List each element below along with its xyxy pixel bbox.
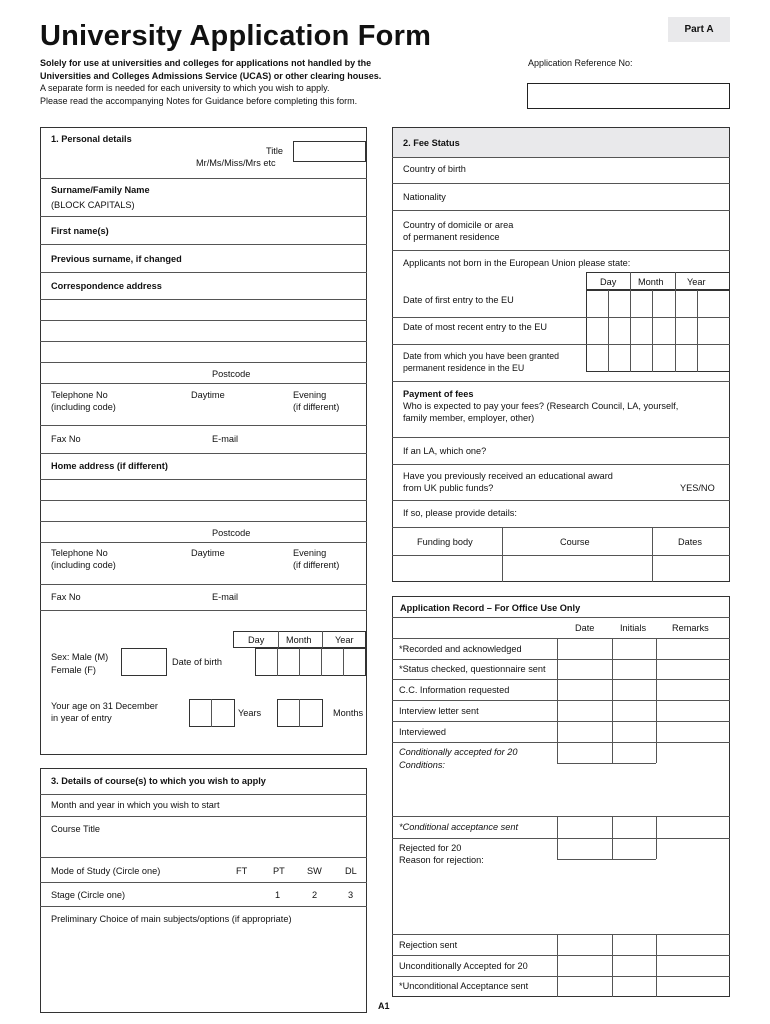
record-row-label: Rejected for 20: [399, 843, 462, 853]
country-of-birth-label: Country of birth: [403, 164, 466, 174]
divider: [392, 437, 730, 438]
granted-label: Date from which you have been granted: [403, 351, 559, 361]
divider: [392, 157, 730, 158]
initials-header: Initials: [620, 623, 647, 633]
mode-option[interactable]: FT: [236, 866, 248, 876]
divider: [392, 638, 730, 639]
divider: [40, 453, 367, 454]
domicile-label: Country of domicile or area: [403, 220, 514, 230]
payment-heading: Payment of fees: [403, 389, 474, 399]
divider: [40, 610, 367, 611]
part-label: Part A: [668, 17, 730, 42]
record-row-label: Conditionally accepted for 20: [399, 747, 518, 757]
divider: [278, 631, 279, 648]
divider: [392, 250, 730, 251]
nationality-label: Nationality: [403, 192, 446, 202]
divider: [321, 648, 322, 676]
sex-label-female: Female (F): [51, 665, 96, 675]
record-row-label: Interview letter sent: [399, 706, 479, 716]
divider: [299, 648, 300, 676]
divider: [675, 290, 676, 372]
intro-line: Universities and Colleges Admissions Service (UCAS) or other clearing houses.: [40, 70, 382, 81]
divider: [557, 934, 558, 997]
age-label: Your age on 31 December: [51, 701, 158, 711]
divider: [608, 290, 609, 372]
divider: [211, 699, 212, 727]
divider: [40, 882, 367, 883]
home-address-label: Home address (if different): [51, 461, 168, 471]
divider: [40, 383, 367, 384]
age-months-field[interactable]: [277, 699, 323, 727]
divider: [652, 290, 653, 372]
payment-label: Who is expected to pay your fees? (Research Council, LA, yourself,: [403, 401, 679, 411]
intro-line: Solely for use at universities and colleges for applications not handled by the: [40, 58, 372, 68]
divider: [392, 500, 730, 501]
first-names-label: First name(s): [51, 226, 109, 236]
preliminary-choice-label: Preliminary Choice of main subjects/options (if appropriate): [51, 914, 292, 924]
record-row-label: Interviewed: [399, 727, 446, 737]
start-date-label: Month and year in which you wish to start: [51, 800, 220, 810]
divider: [40, 272, 367, 273]
evening-label: Evening: [293, 548, 327, 558]
divider: [392, 183, 730, 184]
stage-option[interactable]: 2: [312, 890, 318, 900]
divider: [392, 464, 730, 465]
eu-year-header: Year: [687, 277, 706, 287]
daytime-label: Daytime: [191, 390, 225, 400]
postcode-label: Postcode: [212, 528, 251, 538]
surname-label: Surname/Family Name: [51, 185, 150, 195]
evening-label: Evening: [293, 390, 327, 400]
correspondence-address-label: Correspondence address: [51, 281, 162, 291]
mode-option[interactable]: DL: [345, 866, 357, 876]
fax-label: Fax No: [51, 592, 81, 602]
intro-line: A separate form is needed for each university to which you wish to apply.: [40, 83, 330, 93]
la-label: If an LA, which one?: [403, 446, 487, 456]
record-row-label: Reason for rejection:: [399, 855, 484, 865]
daytime-label: Daytime: [191, 548, 225, 558]
course-header: Course: [560, 537, 590, 547]
sex-field[interactable]: [121, 648, 167, 676]
divider: [392, 955, 730, 956]
divider: [392, 527, 730, 528]
record-row-label: Rejection sent: [399, 940, 458, 950]
award-label: Have you previously received an educational award: [403, 471, 613, 481]
record-row-label: *Recorded and acknowledged: [399, 644, 522, 654]
divider: [322, 631, 323, 648]
divider: [630, 272, 631, 290]
record-row-label: *Conditional acceptance sent: [399, 822, 519, 832]
stage-option[interactable]: 3: [348, 890, 354, 900]
mode-option[interactable]: PT: [273, 866, 285, 876]
telephone-label: Telephone No: [51, 548, 108, 558]
divider: [392, 317, 730, 318]
non-eu-label: Applicants not born in the European Union please state:: [403, 258, 631, 268]
divider: [40, 906, 367, 907]
divider: [40, 794, 367, 795]
previous-surname-label: Previous surname, if changed: [51, 254, 182, 264]
divider: [392, 976, 730, 977]
reference-field[interactable]: [527, 83, 730, 109]
divider: [392, 934, 730, 935]
divider: [612, 934, 613, 997]
divider: [343, 648, 344, 676]
reference-label: Application Reference No:: [528, 58, 633, 68]
stage-label: Stage (Circle one): [51, 890, 126, 900]
record-row-label: *Status checked, questionnaire sent: [399, 664, 546, 674]
divider: [392, 344, 730, 345]
divider: [40, 425, 367, 426]
section-heading: 2. Fee Status: [403, 138, 460, 148]
divider: [40, 521, 367, 522]
title-label: Title: [266, 146, 284, 156]
divider: [392, 210, 730, 211]
divider: [40, 244, 367, 245]
dob-field[interactable]: [255, 648, 366, 676]
recent-entry-label: Date of most recent entry to the EU: [403, 322, 548, 332]
divider: [40, 362, 367, 363]
mode-option[interactable]: SW: [307, 866, 322, 876]
divider: [40, 584, 367, 585]
funding-body-header: Funding body: [417, 537, 473, 547]
office-record-section: [392, 596, 730, 997]
section-heading: Application Record – For Office Use Only: [400, 603, 581, 613]
divider: [40, 542, 367, 543]
intro-text: [40, 57, 381, 107]
granted-hint: permanent residence in the EU: [403, 363, 525, 373]
dob-month-header: Month: [286, 635, 312, 645]
divider: [40, 299, 367, 300]
divider: [40, 341, 367, 342]
divider: [40, 857, 367, 858]
payment-hint: family member, employer, other): [403, 413, 535, 423]
stage-option[interactable]: 1: [275, 890, 281, 900]
dob-year-header: Year: [335, 635, 354, 645]
first-entry-label: Date of first entry to the EU: [403, 295, 514, 305]
divider: [40, 178, 367, 179]
age-label-hint: in year of entry: [51, 713, 112, 723]
age-years-field[interactable]: [189, 699, 235, 727]
divider: [392, 679, 730, 680]
mode-label: Mode of Study (Circle one): [51, 866, 161, 876]
divider: [392, 838, 730, 839]
dob-label: Date of birth: [172, 657, 223, 667]
date-header: Date: [575, 623, 595, 633]
divider: [392, 742, 730, 743]
divider: [40, 216, 367, 217]
record-row-label: Unconditionally Accepted for 20: [399, 961, 528, 971]
page-number: A1: [378, 1001, 390, 1011]
form-title: University Application Form: [40, 20, 432, 52]
divider: [656, 934, 657, 997]
divider: [392, 381, 730, 382]
remarks-header: Remarks: [672, 623, 709, 633]
evening-hint: (if different): [293, 560, 340, 570]
divider: [40, 816, 367, 817]
divider: [392, 721, 730, 722]
evening-hint: (if different): [293, 402, 340, 412]
divider: [557, 763, 656, 764]
divider: [557, 859, 656, 860]
divider: [40, 500, 367, 501]
details-label: If so, please provide details:: [403, 508, 517, 518]
title-hint: Mr/Ms/Miss/Mrs etc: [196, 158, 276, 168]
divider: [392, 816, 730, 817]
divider: [40, 320, 367, 321]
divider: [40, 479, 367, 480]
yes-no-option[interactable]: YES/NO: [680, 483, 715, 493]
record-row-label: Conditions:: [399, 760, 445, 770]
fax-label: Fax No: [51, 434, 81, 444]
award-hint: from UK public funds?: [403, 483, 494, 493]
title-field[interactable]: [293, 141, 366, 162]
months-label: Months: [333, 708, 364, 718]
record-row-label: C.C. Information requested: [399, 685, 510, 695]
domicile-hint: of permanent residence: [403, 232, 500, 242]
dates-header: Dates: [678, 537, 703, 547]
dob-day-header: Day: [248, 635, 265, 645]
eu-month-header: Month: [638, 277, 664, 287]
years-label: Years: [238, 708, 262, 718]
divider: [299, 699, 300, 727]
divider: [392, 659, 730, 660]
surname-hint: (BLOCK CAPITALS): [51, 200, 135, 210]
divider: [630, 290, 631, 372]
section-heading: 1. Personal details: [51, 134, 132, 144]
record-row-label: *Unconditional Acceptance sent: [399, 981, 529, 991]
divider: [392, 617, 730, 618]
telephone-hint: (including code): [51, 560, 116, 570]
divider: [277, 648, 278, 676]
telephone-hint: (including code): [51, 402, 116, 412]
sex-label: Sex: Male (M): [51, 652, 109, 662]
divider: [392, 555, 730, 556]
divider: [675, 272, 676, 290]
section-heading: 3. Details of course(s) to which you wish to apply: [51, 776, 266, 786]
eu-day-header: Day: [600, 277, 617, 287]
divider: [697, 290, 698, 372]
course-title-label: Course Title: [51, 824, 101, 834]
email-label: E-mail: [212, 592, 239, 602]
intro-line: Please read the accompanying Notes for Guidance before completing this form.: [40, 95, 358, 106]
divider: [392, 700, 730, 701]
email-label: E-mail: [212, 434, 239, 444]
postcode-label: Postcode: [212, 369, 251, 379]
telephone-label: Telephone No: [51, 390, 108, 400]
